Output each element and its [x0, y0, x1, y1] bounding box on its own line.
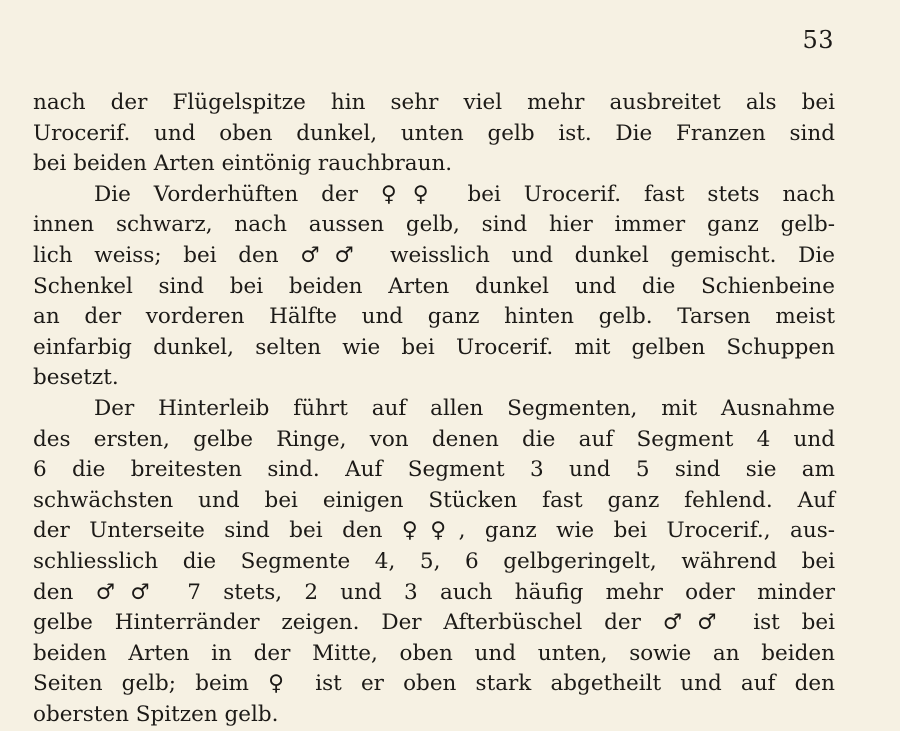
text-line: den ♂♂ 7 stets, 2 und 3 auch häufig mehr oder minder: [33, 579, 835, 605]
text-line: Urocerif. und oben dunkel, unten gelb ist. Die Franzen sind: [33, 120, 835, 146]
text-line: innen schwarz, nach aussen gelb, sind hier immer ganz gelb-: [33, 212, 835, 238]
text-line: lich weiss; bei den ♂♂ weisslich und dunkel gemischt. Die: [33, 242, 835, 268]
text-line: 6 die breitesten sind. Auf Segment 3 und 5 sind sie am: [33, 457, 835, 483]
text-line: an der vorderen Hälfte und ganz hinten gelb. Tarsen meist: [33, 304, 835, 330]
text-line: gelbe Hinterränder zeigen. Der Afterbüschel der ♂♂ ist bei: [33, 610, 835, 636]
paragraph-start-line: Die Vorderhüften der ♀♀ bei Urocerif. fast stets nach: [94, 181, 835, 207]
paragraph-end-line: besetzt.: [33, 365, 119, 391]
paragraph-end-line: obersten Spitzen gelb.: [33, 701, 279, 727]
paragraph-start-line: Der Hinterleib führt auf allen Segmenten, mit Ausnahme: [94, 395, 835, 421]
page-number: 53: [802, 26, 834, 54]
text-line: beiden Arten in der Mitte, oben und unten, sowie an beiden: [33, 640, 835, 666]
body-text: [33, 88, 835, 730]
text-line: schliesslich die Segmente 4, 5, 6 gelbgeringelt, während bei: [33, 548, 835, 574]
text-line: der Unterseite sind bei den ♀♀, ganz wie bei Urocerif., aus-: [33, 518, 835, 544]
text-line: Schenkel sind bei beiden Arten dunkel und die Schienbeine: [33, 273, 835, 299]
paragraph-end-line: bei beiden Arten eintönig rauchbraun.: [33, 151, 453, 177]
text-line: Seiten gelb; beim ♀ ist er oben stark abgetheilt und auf den: [33, 671, 835, 697]
text-line: nach der Flügelspitze hin sehr viel mehr ausbreitet als bei: [33, 90, 835, 115]
text-line: schwächsten und bei einigen Stücken fast ganz fehlend. Auf: [33, 487, 835, 513]
text-line: des ersten, gelbe Ringe, von denen die auf Segment 4 und: [33, 426, 835, 452]
text-line: einfarbig dunkel, selten wie bei Urocerif. mit gelben Schuppen: [33, 334, 835, 360]
